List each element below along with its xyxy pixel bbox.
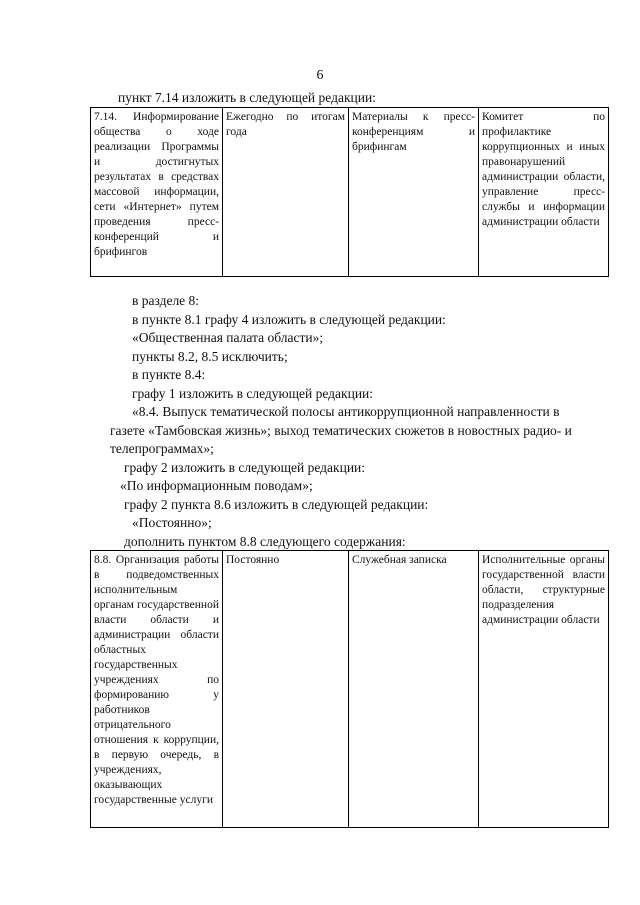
amendment-text: [110, 293, 630, 552]
text-line: в пункте 8.4:: [132, 367, 206, 382]
text-line: газете «Тамбовская жизнь»; выход тематических сюжетов в новостных радио- и: [110, 422, 572, 438]
text-line: в разделе 8:: [132, 293, 200, 308]
table-item-7-14: [90, 107, 609, 277]
text-line: графу 2 пункта 8.6 изложить в следующей редакции:: [124, 496, 429, 512]
text-line: дополнить пунктом 8.8 следующего содержания:: [124, 533, 406, 549]
table-cell-activity: 7.14. Информирование общества о ходе реализации Программы и достигнутых результатах в средствах массовой информации, сети «Интернет» путем проведения пресс-конференций и брифингов: [91, 108, 223, 277]
table-cell-responsible: Комитет по профилактике коррупционных и иных правонарушений администрации области, управление пресс-службы и информации администрации области: [479, 108, 609, 277]
text-line: графу 2 изложить в следующей редакции:: [124, 459, 366, 475]
text-line: «Общественная палата области»;: [132, 330, 324, 345]
table-cell-responsible: Исполнительные органы государственной власти области, структурные подразделения администрации области: [479, 551, 609, 828]
text-line: пункты 8.2, 8.5 исключить;: [132, 348, 288, 364]
table-cell-result: Служебная записка: [349, 551, 479, 828]
text-line: телепрограммах»;: [110, 441, 214, 456]
intro-text: пункт 7.14 изложить в следующей редакции:: [118, 90, 376, 105]
table-row: [91, 108, 609, 277]
text-line: графу 1 изложить в следующей редакции:: [132, 385, 374, 401]
table-row: [91, 551, 609, 828]
text-line: «Постоянно»;: [132, 515, 212, 530]
text-line: в пункте 8.1 графу 4 изложить в следующей редакции:: [132, 311, 446, 327]
page-number: 6: [316, 68, 324, 83]
table-item-8-8: [90, 550, 609, 828]
table-cell-term: Ежегодно по итогам года: [223, 108, 349, 277]
text-line: «8.4. Выпуск тематической полосы антикоррупционной направленности в: [132, 404, 560, 419]
table-cell-activity: 8.8. Организация работы в подведомственных исполнительным органам государственной власти области и администрации области областных государственных учреждениях по формированию у работников отрицательного отношения к коррупции, в первую очередь, в учреждениях, оказывающих государственные услуги: [91, 551, 223, 828]
table-cell-result: Материалы к пресс-конференциям и брифингам: [349, 108, 479, 277]
table-cell-term: Постоянно: [223, 551, 349, 828]
text-line: «По информационным поводам»;: [120, 478, 313, 493]
